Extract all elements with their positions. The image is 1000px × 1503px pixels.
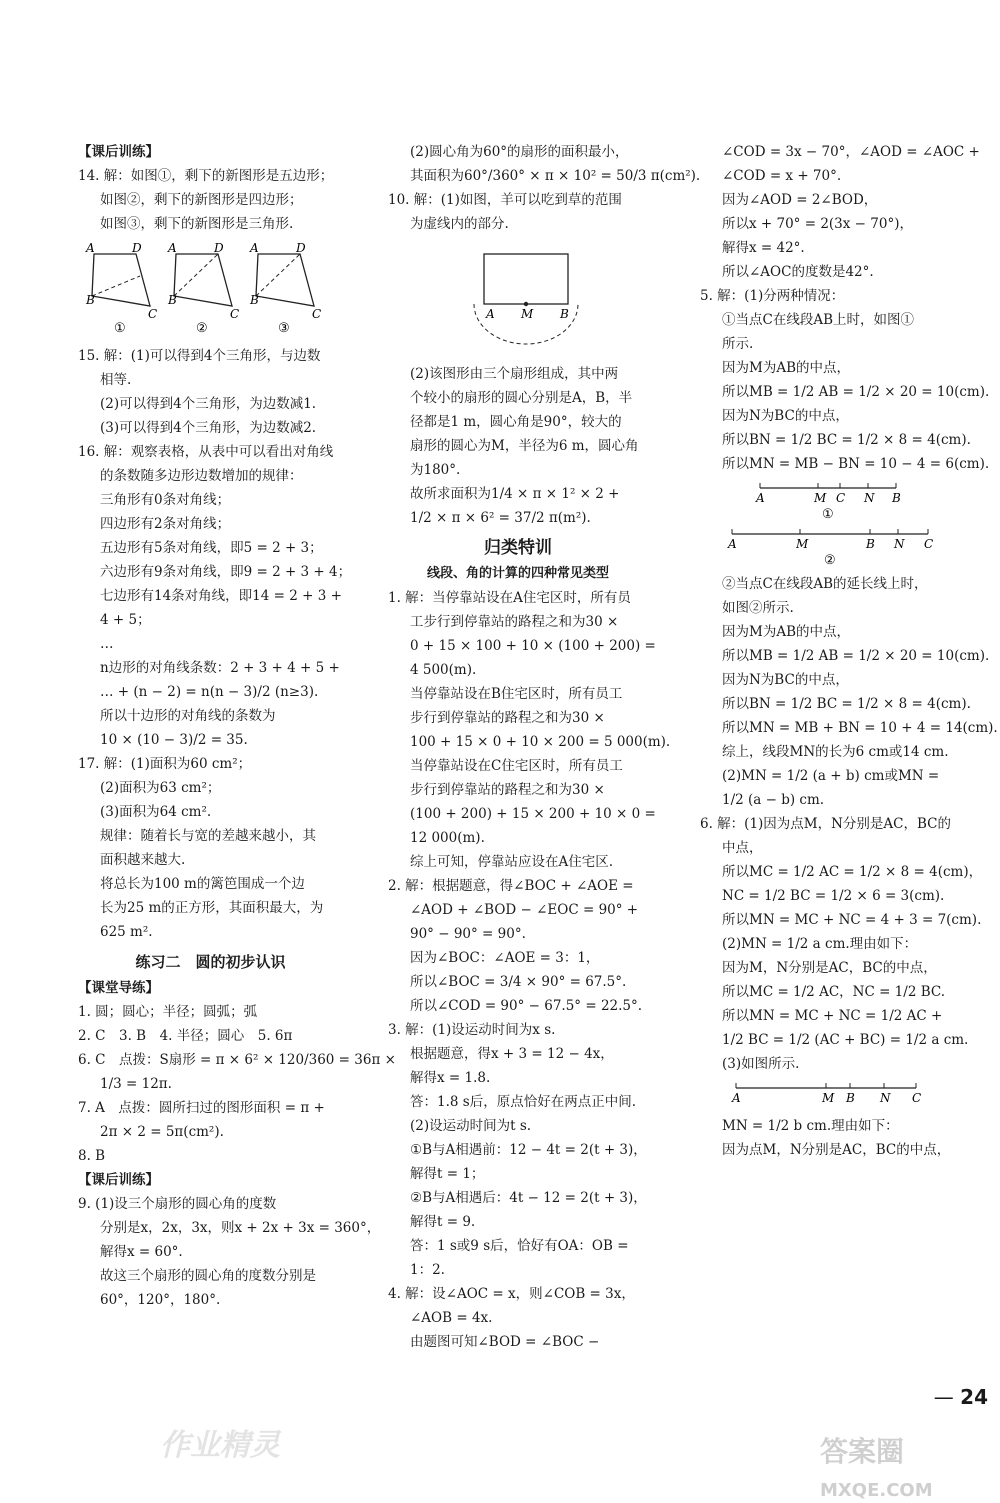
cut-line — [92, 276, 140, 296]
text-line: 解得x = 60°. — [100, 1244, 183, 1260]
watermark-logo: 答案圈 MXQE.COM — [820, 1435, 933, 1501]
figure-label: M — [521, 307, 534, 321]
text-line: 【课后训练】 — [78, 144, 159, 160]
text-line: (2)可以得到4个三角形，为边数减1. — [100, 396, 317, 412]
figure-caption: ① — [822, 507, 834, 522]
text-line: 4. 解：设∠AOC = x，则∠COB = 3x， — [388, 1286, 635, 1302]
text-line: 9. (1)设三个扇形的圆心角的度数 — [78, 1196, 277, 1212]
text-line: 2π × 2 = 5π(cm²). — [100, 1124, 224, 1140]
column-left — [78, 140, 396, 1312]
text-line: ∠AOD + ∠BOD − ∠EOC = 90° + — [410, 902, 639, 918]
text-line: 所以十边形的对角线的条数为 — [100, 708, 276, 724]
text-line: 0 + 15 × 100 + 10 × (100 + 200) = — [410, 638, 656, 654]
text-line: 6. 解：(1)因为点M，N分别是AC，BC的 — [700, 816, 952, 832]
text-line: 相等. — [100, 372, 132, 388]
figure-label: B — [168, 293, 177, 307]
text-line: 12 000(m). — [410, 830, 485, 846]
text-line: 1/2 (a − b) cm. — [722, 792, 825, 808]
page-number: — 24 — [934, 1385, 988, 1409]
text-line: 10 × (10 − 3)/2 = 35. — [100, 732, 248, 748]
text-line: 因为点M，N分别是AC，BC的中点， — [722, 1142, 951, 1158]
text-line: 100 + 15 × 0 + 10 × 200 = 5 000(m). — [410, 734, 671, 750]
figure-label: A — [728, 537, 737, 551]
text-line: 15. 解：(1)可以得到4个三角形，与边数 — [78, 348, 321, 364]
text-line: 5. 解：(1)分两种情况： — [700, 288, 845, 304]
cut-line — [256, 254, 300, 296]
text-line: (2)MN = 1/2 (a + b) cm或MN = — [722, 768, 940, 784]
text-line: 所以BN = 1/2 BC = 1/2 × 8 = 4(cm). — [722, 696, 971, 712]
text-line: 扇形的圆心为M，半径为6 m，圆心角 — [410, 438, 639, 454]
text-line: 为虚线内的部分. — [410, 216, 509, 232]
figure-label: D — [132, 241, 142, 255]
text-line: 4 + 5； — [100, 612, 151, 628]
figure-label: A — [756, 491, 765, 505]
figure-label: A — [168, 241, 177, 255]
text-line: (3)面积为64 cm². — [100, 804, 212, 820]
text-line: 因为∠AOD = 2∠BOD， — [722, 192, 878, 208]
text-line: 当停靠站设在C住宅区时，所有员工 — [410, 758, 623, 774]
text-line: 根据题意，得x + 3 = 12 − 4x， — [410, 1046, 614, 1062]
figure-label: B — [846, 1091, 855, 1105]
text-line: NC = 1/2 BC = 1/2 × 6 = 3(cm). — [722, 888, 945, 904]
text-line: 1. 解：当停靠站设在A住宅区时，所有员 — [388, 590, 631, 606]
text-line: 8. B — [78, 1148, 106, 1164]
text-line: 1/2 BC = 1/2 (AC + BC) = 1/2 a cm. — [722, 1032, 969, 1048]
figure-label: C — [312, 307, 322, 321]
figure-label: A — [732, 1091, 741, 1105]
figure-label: B — [892, 491, 901, 505]
text-line: 所以MC = 1/2 AC = 1/2 × 8 = 4(cm)， — [722, 864, 983, 880]
text-line: 因为N为BC的中点， — [722, 408, 849, 424]
text-line: (100 + 200) + 15 × 200 + 10 × 0 = — [410, 806, 656, 822]
text-line: 所以∠AOC的度数是42°. — [722, 264, 874, 280]
text-line: 分别是x，2x，3x，则x + 2x + 3x = 360°， — [100, 1220, 381, 1236]
figure-seg1 — [700, 480, 940, 522]
figure-label: B — [86, 293, 95, 307]
text-line: 三角形有0条对角线； — [100, 492, 231, 508]
text-line: (3)如图所示. — [722, 1056, 800, 1072]
text-line: 1. 圆；圆心；半径；圆弧；弧 — [78, 1004, 258, 1020]
figure-label: C — [836, 491, 846, 505]
text-line: 四边形有2条对角线； — [100, 516, 231, 532]
text-line: 2. 解：根据题意，得∠BOC + ∠AOE = — [388, 878, 634, 894]
figure-caption: ② — [824, 553, 836, 568]
text-line: 步行到停靠站的路程之和为30 × — [410, 710, 605, 726]
text-line: 六边形有9条对角线，即9 = 2 + 3 + 4； — [100, 564, 352, 580]
text-line: … — [100, 636, 114, 652]
column-middle — [388, 140, 701, 1354]
figure-label: A — [250, 241, 259, 255]
text-line: 径都是1 m，圆心角是90°，较大的 — [410, 414, 622, 430]
text-line: 10. 解：(1)如图，羊可以吃到草的范围 — [388, 192, 622, 208]
text-line: 1/2 × π × 6² = 37/2 π(m²). — [410, 510, 591, 526]
text-line: 4 500(m). — [410, 662, 477, 678]
figure-label: B — [866, 537, 875, 551]
text-line: ∠COD = 3x − 70°，∠AOD = ∠AOC + — [722, 144, 980, 160]
section-title: 练习二 圆的初步认识 — [135, 953, 286, 971]
text-line: 综上，线段MN的长为6 cm或14 cm. — [722, 744, 949, 760]
text-line: 为180°. — [410, 462, 461, 478]
section-title: 线段、角的计算的四种常见类型 — [426, 566, 609, 581]
figure-label: N — [894, 537, 905, 551]
text-line: 【课后训练】 — [78, 1172, 159, 1188]
text-line: 1/3 = 12π. — [100, 1076, 172, 1092]
text-line: 步行到停靠站的路程之和为30 × — [410, 782, 605, 798]
text-line: 【课堂导练】 — [78, 980, 159, 996]
figure-label: D — [296, 241, 306, 255]
text-line: 因为∠BOC：∠AOE = 3：1， — [410, 950, 600, 966]
text-line: ①当点C在线段AB上时，如图① — [722, 312, 914, 328]
figure-label: N — [880, 1091, 891, 1105]
text-line: 因为M为AB的中点， — [722, 360, 850, 376]
figure-caption: ③ — [278, 321, 290, 336]
text-line: 解得x = 42°. — [722, 240, 805, 256]
figure-label: D — [214, 241, 224, 255]
figure-caption: ① — [114, 321, 126, 336]
text-line: 如图③，剩下的新图形是三角形. — [100, 216, 294, 232]
quadrilateral — [92, 254, 150, 306]
figure-label: B — [560, 307, 569, 321]
text-line: 解得t = 9. — [410, 1214, 476, 1230]
figure-label: C — [924, 537, 934, 551]
text-line: 因为N为BC的中点， — [722, 672, 849, 688]
text-line: 所以MN = MB + BN = 10 + 4 = 14(cm). — [722, 720, 998, 736]
text-line: (2)设运动时间为t s. — [410, 1118, 532, 1134]
figure-label: C — [148, 307, 158, 321]
text-line: 所以MC = 1/2 AC，NC = 1/2 BC. — [722, 984, 946, 1000]
text-line: 五边形有5条对角线，即5 = 2 + 3； — [100, 540, 323, 556]
text-line: 七边形有14条对角线，即14 = 2 + 3 + — [100, 588, 342, 604]
text-line: 所以MB = 1/2 AB = 1/2 × 20 = 10(cm). — [722, 384, 990, 400]
text-line: (2)MN = 1/2 a cm.理由如下： — [722, 936, 918, 952]
figure-quadrilaterals — [78, 240, 328, 340]
text-line: 所以BN = 1/2 BC = 1/2 × 8 = 4(cm). — [722, 432, 971, 448]
text-line: 所以MN = MC + NC = 4 + 3 = 7(cm). — [722, 912, 982, 928]
text-line: 所以MB = 1/2 AB = 1/2 × 20 = 10(cm). — [722, 648, 990, 664]
text-line: 长为25 m的正方形，其面积最大，为 — [100, 900, 324, 916]
point-m — [524, 302, 528, 306]
text-line: 625 m². — [100, 924, 153, 940]
text-line: ②B与A相遇后：4t − 12 = 2(t + 3)， — [410, 1190, 647, 1206]
text-line: 答：1 s或9 s后，恰好有OA：OB = — [410, 1238, 629, 1254]
figure-label: A — [486, 307, 495, 321]
section-title: 归类特训 — [484, 538, 552, 558]
text-line: 中点， — [722, 840, 763, 856]
text-line: 综上可知，停靠站应设在A住宅区. — [410, 854, 614, 870]
text-line: ∠COD = x + 70°. — [722, 168, 842, 184]
text-line: (2)该图形由三个扇形组成，其中两 — [410, 366, 619, 382]
column-right — [700, 140, 998, 1162]
text-line: 解得t = 1； — [410, 1166, 485, 1182]
text-line: 所以MN = MB − BN = 10 − 4 = 6(cm). — [722, 456, 990, 472]
text-line: (2)圆心角为60°的扇形的面积最小， — [410, 144, 629, 160]
text-line: 所以∠COD = 90° − 67.5° = 22.5°. — [410, 998, 643, 1014]
text-line: 因为M，N分别是AC，BC的中点， — [722, 960, 937, 976]
text-line: 的条数随多边形边数增加的规律： — [100, 468, 303, 484]
figure-label: B — [250, 293, 259, 307]
text-line: ①B与A相遇前：12 − 4t = 2(t + 3)， — [410, 1142, 647, 1158]
text-line: (3)可以得到4个三角形，为边数减2. — [100, 420, 317, 436]
figure-sheep-grazing — [388, 240, 618, 358]
text-line: n边形的对角线条数：2 + 3 + 4 + 5 + — [100, 660, 340, 676]
text-line: 1：2. — [410, 1262, 445, 1278]
text-line: ②当点C在线段AB的延长线上时， — [722, 576, 928, 592]
text-line: 如图②所示. — [722, 600, 794, 616]
text-line: … + (n − 2) = n(n − 3)/2 (n≥3). — [100, 684, 319, 700]
text-line: 90° − 90° = 90°. — [410, 926, 526, 942]
text-line: 3. 解：(1)设运动时间为x s. — [388, 1022, 556, 1038]
text-line: 因为M为AB的中点， — [722, 624, 850, 640]
figure-label: M — [796, 537, 809, 551]
text-line: 所以MN = MC + NC = 1/2 AC + — [722, 1008, 943, 1024]
text-line: 14. 解：如图①，剩下的新图形是五边形； — [78, 168, 334, 184]
figure-label: M — [822, 1091, 835, 1105]
text-line: 7. A 点拨：圆所扫过的图形面积 = π + — [78, 1100, 325, 1116]
figure-seg2 — [700, 526, 940, 568]
text-line: 答：1.8 s后，原点恰好在两点正中间. — [410, 1094, 636, 1110]
text-line: 16. 解：观察表格，从表中可以看出对角线 — [78, 444, 334, 460]
text-line: 解得x = 1.8. — [410, 1070, 491, 1086]
text-line: 如图②，剩下的新图形是四边形； — [100, 192, 303, 208]
text-line: 故所求面积为1/4 × π × 1² × 2 + — [410, 486, 620, 502]
rectangle — [484, 254, 568, 304]
figure-label: A — [86, 241, 95, 255]
text-line: 面积越来越大. — [100, 852, 186, 868]
figure-label: C — [912, 1091, 922, 1105]
cut-line — [174, 254, 218, 296]
figure-label: C — [230, 307, 240, 321]
text-line: 故这三个扇形的圆心角的度数分别是 — [100, 1268, 316, 1284]
figure-caption: ② — [196, 321, 208, 336]
text-line: MN = 1/2 b cm.理由如下： — [722, 1118, 899, 1134]
text-line: 所示. — [722, 336, 754, 352]
text-line: 2. C 3. B 4. 半径；圆心 5. 6π — [78, 1028, 293, 1044]
text-line: (2)面积为63 cm²； — [100, 780, 221, 796]
text-line: 将总长为100 m的篱笆围成一个边 — [100, 876, 305, 892]
text-line: ∠AOB = 4x. — [410, 1310, 493, 1326]
text-line: 个较小的扇形的圆心分别是A，B，半 — [410, 390, 633, 406]
text-line: 工步行到停靠站的路程之和为30 × — [410, 614, 619, 630]
text-line: 60°，120°，180°. — [100, 1292, 221, 1308]
figure-label: M — [814, 491, 827, 505]
quadrilateral — [174, 254, 232, 306]
text-line: 17. 解：(1)面积为60 cm²； — [78, 756, 252, 772]
text-line: 由题图可知∠BOD = ∠BOC − — [410, 1334, 600, 1350]
text-line: 所以x + 70° = 2(3x − 70°)， — [722, 216, 913, 232]
text-line: 当停靠站设在B住宅区时，所有员工 — [410, 686, 623, 702]
figure-label: N — [864, 491, 875, 505]
text-line: 所以∠BOC = 3/4 × 90° = 67.5°. — [410, 974, 627, 990]
quadrilateral — [256, 254, 314, 306]
text-line: 6. C 点拨：S扇形 = π × 6² × 120/360 = 36π × — [78, 1052, 396, 1068]
watermark-faded: 作业精灵 — [160, 1428, 280, 1463]
figure-seg3 — [700, 1080, 940, 1110]
text-line: 其面积为60°/360° × π × 10² = 50/3 π(cm²). — [410, 168, 701, 184]
text-line: 规律：随着长与宽的差越来越小，其 — [100, 828, 316, 844]
